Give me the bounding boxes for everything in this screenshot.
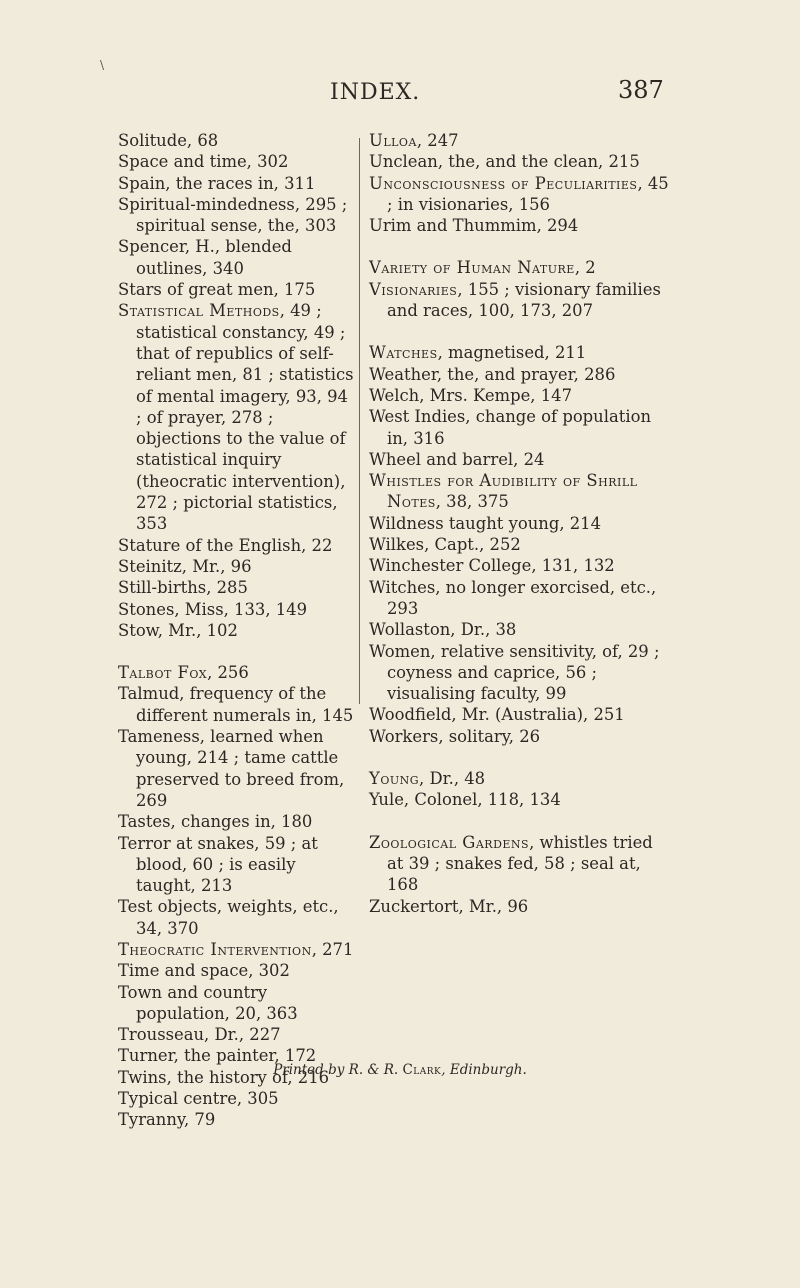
page-header: [0, 76, 800, 112]
index-entry: [118, 151, 358, 172]
entry-text: Still-births, 285: [118, 578, 248, 598]
entry-text: Tastes, changes in, 180: [118, 812, 313, 832]
entry-text: Stow, Mr., 102: [118, 620, 238, 640]
index-entry: [369, 704, 670, 725]
index-entry: [369, 641, 670, 705]
entry-text: Steinitz, Mr., 96: [118, 556, 252, 576]
entry-text: , Dr., 48: [419, 769, 486, 789]
index-entry: [369, 257, 670, 278]
page-number: 387: [618, 76, 664, 104]
entry-heading: Unconsciousness of Peculiarities: [369, 173, 638, 193]
entry-text: , 155 ; visionary families and races, 100, 173, 207: [387, 279, 661, 321]
entry-text: Space and time, 302: [118, 152, 289, 172]
entry-text: Welch, Mrs. Kempe, 147: [369, 385, 573, 405]
index-entry: [118, 683, 358, 726]
entry-text: Time and space, 302: [118, 961, 290, 981]
entry-text: West Indies, change of population in, 316: [369, 407, 652, 448]
entry-text: Tameness, learned when young, 214 ; tame cattle preserved to breed from, 269: [118, 727, 345, 810]
running-head: INDEX.: [330, 80, 421, 105]
entry-text: Wildness taught young, 214: [369, 513, 602, 533]
index-entry: [369, 385, 670, 406]
entry-text: , magnetised, 211: [437, 343, 587, 363]
index-entry: [369, 342, 670, 363]
index-entry: [118, 535, 358, 556]
entry-text: Spiritual-mindedness, 295 ; spiritual sense, the, 303: [118, 194, 348, 236]
index-entry: [118, 939, 358, 960]
entry-text: , 49 ; statistical constancy, 49 ; that of republics of self-reliant men, 81 ; statistics of mental imagery, 93, 94 ; of prayer, 278 ; objections to the value of statistical inquiry (theocratic intervention), 272 ; pictorial statistics, 353: [136, 301, 354, 534]
entry-heading: Variety of Human Nature: [369, 258, 575, 278]
entry-text: Solitude, 68: [118, 131, 219, 150]
index-entry: [369, 577, 670, 620]
index-entry: [369, 364, 670, 385]
entry-heading: Visionaries: [369, 279, 458, 299]
entry-text: , 2: [574, 258, 596, 278]
entry-text: Workers, solitary, 26: [369, 726, 541, 746]
index-entry: [118, 130, 358, 151]
entry-text: Terror at snakes, 59 ; at blood, 60 ; is easily taught, 213: [118, 833, 318, 896]
imprint-suffix: , Edinburgh.: [441, 1062, 527, 1078]
entry-text: Tyranny, 79: [118, 1110, 216, 1130]
entry-heading: Statistical Methods: [118, 301, 280, 321]
entry-text: Town and country population, 20, 363: [118, 982, 298, 1023]
index-entry: [369, 768, 670, 789]
index-entry: [369, 896, 670, 917]
entry-text: Women, relative sensitivity, of, 29 ; coyness and caprice, 56 ; visualising faculty, 99: [369, 641, 660, 704]
entry-text: Yule, Colonel, 118, 134: [369, 790, 561, 810]
index-column-right: [369, 130, 670, 917]
entry-text: Turner, the painter, 172: [118, 1046, 317, 1066]
index-entry: [118, 279, 358, 300]
index-entry: [118, 620, 358, 641]
entry-text: , whistles tried at 39 ; snakes fed, 58 ; seal at, 168: [387, 832, 653, 895]
entry-heading: Theocratic Intervention: [118, 939, 312, 959]
index-entry: [369, 470, 670, 513]
entry-text: , 38, 375: [435, 492, 509, 512]
index-entry: [118, 236, 358, 279]
entry-text: Zuckertort, Mr., 96: [369, 896, 529, 916]
printer-imprint: [0, 1062, 800, 1078]
entry-text: Urim and Thummim, 294: [369, 216, 579, 236]
index-entry: [118, 599, 358, 620]
entry-text: , 271: [311, 939, 354, 959]
entry-text: Unclean, the, and the clean, 215: [369, 152, 640, 172]
entry-text: Wilkes, Capt., 252: [369, 535, 521, 555]
index-entry: [118, 662, 358, 683]
stray-mark: \: [100, 58, 105, 72]
index-entry: [369, 534, 670, 555]
index-entry: [369, 832, 670, 896]
entry-heading: Talbot Fox: [118, 663, 208, 683]
index-entry: [369, 726, 670, 747]
index-entry: [118, 896, 358, 939]
index-entry: [369, 151, 670, 172]
entry-text: Talmud, frequency of the different numerals in, 145: [118, 684, 354, 725]
entry-text: , 247: [416, 131, 459, 150]
entry-text: Weather, the, and prayer, 286: [369, 364, 616, 384]
index-entry: [118, 194, 358, 237]
index-entry: [118, 556, 358, 577]
index-entry: [118, 1024, 358, 1045]
index-entry: [369, 406, 670, 449]
index-entry: [369, 279, 670, 322]
index-entry: [118, 726, 358, 811]
index-entry: [369, 619, 670, 640]
index-entry: [118, 833, 358, 897]
entry-text: , 256: [207, 663, 249, 683]
column-divider: [359, 138, 360, 704]
entry-text: Stature of the English, 22: [118, 535, 333, 555]
entry-text: , 45 ; in visionaries, 156: [387, 173, 669, 214]
entry-heading: Watches: [369, 343, 438, 363]
entry-heading: Ulloa: [369, 131, 417, 150]
index-entry: [369, 173, 670, 216]
index-entry: [369, 215, 670, 236]
entry-text: Winchester College, 131, 132: [369, 556, 615, 576]
entry-text: Wollaston, Dr., 38: [369, 620, 517, 640]
entry-heading: Young: [369, 769, 420, 789]
index-column-left: [118, 130, 358, 1131]
entry-text: Witches, no longer exorcised, etc., 293: [369, 577, 657, 618]
entry-text: Twins, the history of, 216: [118, 1067, 330, 1087]
index-entry: [369, 513, 670, 534]
entry-text: Stones, Miss, 133, 149: [118, 599, 308, 619]
entry-text: Woodfield, Mr. (Australia), 251: [369, 705, 625, 725]
entry-heading: Zoological Gardens: [369, 832, 530, 852]
entry-text: Test objects, weights, etc., 34, 370: [118, 897, 339, 938]
index-entry: [118, 300, 358, 534]
entry-heading: Whistles for Audibility of Shrill Notes: [369, 471, 638, 512]
index-entry: [118, 577, 358, 598]
entry-text: Trousseau, Dr., 227: [118, 1025, 281, 1045]
entry-text: Spain, the races in, 311: [118, 173, 316, 193]
index-entry: [118, 1088, 358, 1109]
index-entry: [118, 811, 358, 832]
index-entry: [369, 789, 670, 810]
entry-text: Stars of great men, 175: [118, 280, 316, 300]
entry-text: Spencer, H., blended outlines, 340: [118, 237, 292, 278]
index-entry: [118, 960, 358, 981]
entry-text: Wheel and barrel, 24: [369, 449, 545, 469]
imprint-printer: Clark: [402, 1062, 442, 1078]
index-entry: [369, 449, 670, 470]
imprint-prefix: Printed by R. & R.: [273, 1062, 403, 1078]
entry-text: Typical centre, 305: [118, 1089, 279, 1109]
index-entry: [118, 982, 358, 1025]
index-entry: [369, 555, 670, 576]
index-entry: [369, 130, 670, 151]
index-entry: [118, 1109, 358, 1130]
index-entry: [118, 173, 358, 194]
